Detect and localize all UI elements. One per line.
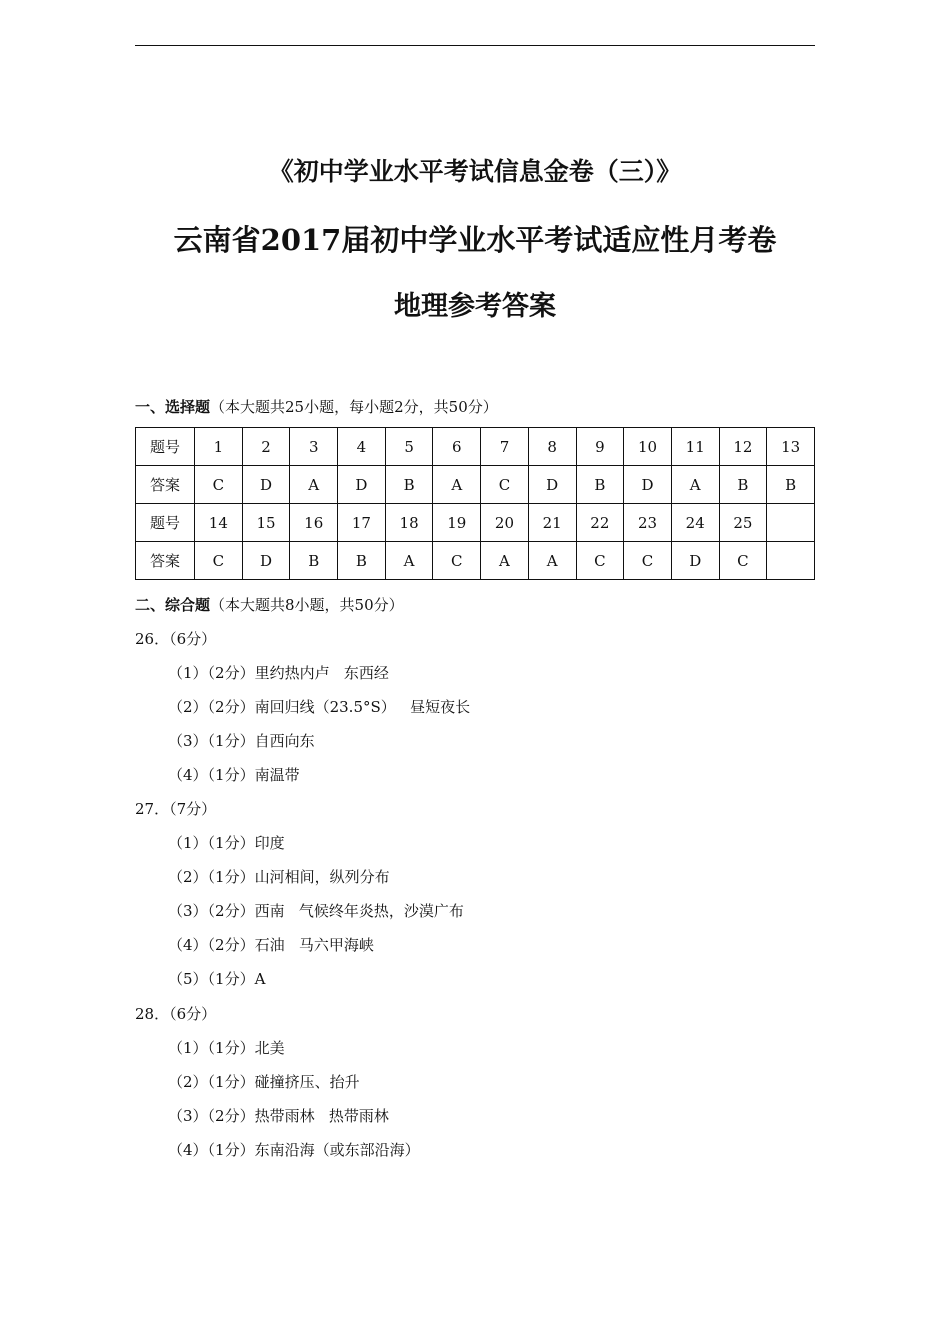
table-cell: 21: [528, 504, 576, 542]
table-cell: 6: [433, 428, 481, 466]
table-cell: 23: [624, 504, 672, 542]
table-cell: 22: [576, 504, 624, 542]
table-cell: C: [481, 466, 529, 504]
table-cell: 10: [624, 428, 672, 466]
table-row: [136, 428, 815, 466]
section1-note: （本大题共25小题，每小题2分，共50分）: [210, 398, 498, 416]
answer-line: （1）（1分）北美: [168, 1039, 285, 1057]
answer-line: （5）（1分）A: [168, 970, 266, 988]
table-cell: C: [719, 542, 767, 580]
table-cell: 13: [767, 428, 815, 466]
top-rule: [135, 45, 815, 46]
table-cell: A: [671, 466, 719, 504]
table-row: [136, 504, 815, 542]
row-label: 答案: [136, 466, 195, 504]
section2-label: 二、综合题: [135, 596, 211, 614]
table-cell: 16: [290, 504, 338, 542]
table-cell: D: [624, 466, 672, 504]
answer-line: （3）（2分）西南 气候终年炎热，沙漠广布: [168, 902, 464, 920]
answer-key-title: 地理参考答案: [394, 291, 556, 322]
table-cell: 9: [576, 428, 624, 466]
answer-line: （4）（1分）南温带: [168, 766, 300, 784]
table-cell: A: [290, 466, 338, 504]
table-cell: 19: [433, 504, 481, 542]
section2-note: （本大题共8小题，共50分）: [210, 596, 404, 614]
table-cell: B: [290, 542, 338, 580]
table-cell: A: [528, 542, 576, 580]
table-cell: C: [433, 542, 481, 580]
table-cell: [767, 542, 815, 580]
table-cell: C: [624, 542, 672, 580]
table-cell: 15: [242, 504, 290, 542]
table-cell: A: [433, 466, 481, 504]
table-cell: 11: [671, 428, 719, 466]
table-cell: C: [195, 542, 243, 580]
table-cell: 25: [719, 504, 767, 542]
table-cell: B: [338, 542, 386, 580]
table-cell: 8: [528, 428, 576, 466]
table-cell: 20: [481, 504, 529, 542]
table-cell: D: [242, 542, 290, 580]
section2-heading: [135, 594, 404, 615]
table-row: [136, 542, 815, 580]
answer-line: （2）（1分）山河相间，纵列分布: [168, 868, 390, 886]
row-label: 答案: [136, 542, 195, 580]
series-title: 《初中学业水平考试信息金卷（三）》: [268, 157, 682, 186]
table-cell: 5: [385, 428, 433, 466]
table-cell: B: [385, 466, 433, 504]
table-cell: D: [671, 542, 719, 580]
answer-line: （2）（1分）碰撞挤压、抬升: [168, 1073, 360, 1091]
table-cell: C: [195, 466, 243, 504]
table-cell: D: [338, 466, 386, 504]
table-cell: B: [719, 466, 767, 504]
answer-line: （4）（2分）石油 马六甲海峡: [168, 936, 374, 954]
table-cell: 12: [719, 428, 767, 466]
question-27-heading: 27．（7分）: [135, 800, 217, 818]
table-cell: 4: [338, 428, 386, 466]
table-cell: 7: [481, 428, 529, 466]
table-row: [136, 466, 815, 504]
table-cell: A: [481, 542, 529, 580]
table-cell: [767, 504, 815, 542]
answer-line: （2）（2分）南回归线（23.5°S） 昼短夜长: [168, 698, 471, 716]
table-cell: A: [385, 542, 433, 580]
row-label: 题号: [136, 428, 195, 466]
table-cell: B: [767, 466, 815, 504]
exam-title: 云南省2017届初中学业水平考试适应性月考卷: [173, 223, 777, 257]
table-cell: 1: [195, 428, 243, 466]
table-cell: 14: [195, 504, 243, 542]
row-label: 题号: [136, 504, 195, 542]
table-cell: C: [576, 542, 624, 580]
table-cell: 2: [242, 428, 290, 466]
answer-table: [135, 427, 815, 580]
table-cell: D: [242, 466, 290, 504]
table-cell: 17: [338, 504, 386, 542]
table-cell: B: [576, 466, 624, 504]
table-cell: 24: [671, 504, 719, 542]
table-cell: 18: [385, 504, 433, 542]
question-26-heading: 26．（6分）: [135, 630, 217, 648]
table-cell: 3: [290, 428, 338, 466]
table-cell: D: [528, 466, 576, 504]
section1-label: 一、选择题: [135, 398, 211, 416]
answer-line: （4）（1分）东南沿海（或东部沿海）: [168, 1141, 420, 1159]
answer-line: （3）（1分）自西向东: [168, 732, 315, 750]
answer-line: （1）（2分）里约热内卢 东西经: [168, 664, 389, 682]
answer-line: （1）（1分）印度: [168, 834, 285, 852]
answer-line: （3）（2分）热带雨林 热带雨林: [168, 1107, 389, 1125]
question-28-heading: 28．（6分）: [135, 1005, 217, 1023]
section1-heading: [135, 396, 498, 417]
